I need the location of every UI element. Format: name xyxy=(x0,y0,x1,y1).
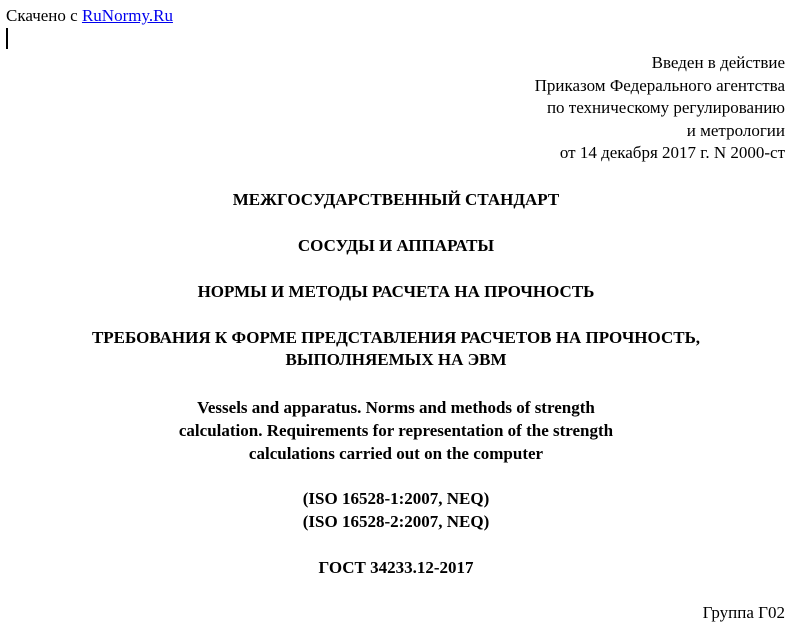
enactment-line: Приказом Федерального агентства xyxy=(534,75,785,95)
iso-reference: (ISO 16528-1:2007, NEQ) xyxy=(302,489,490,508)
document-title-part xyxy=(0,327,792,371)
enactment-line: по техническому регулированию xyxy=(546,98,785,117)
english-title-line: calculation. Requirements for representation of the strength xyxy=(178,421,614,440)
document-title-sub: НОРМЫ И МЕТОДЫ РАСЧЕТА НА ПРОЧНОСТЬ xyxy=(197,282,595,301)
text-cursor xyxy=(6,28,8,49)
download-source-line xyxy=(6,6,173,26)
classification-group: Группа Г02 xyxy=(702,603,785,622)
english-title-line: Vessels and apparatus. Norms and methods of strength xyxy=(197,398,595,417)
gost-number: ГОСТ 34233.12-2017 xyxy=(318,558,474,577)
standard-category: МЕЖГОСУДАРСТВЕННЫЙ СТАНДАРТ xyxy=(232,190,560,209)
runormy-link[interactable]: RuNormy.Ru xyxy=(81,6,173,25)
download-source-prefix: Скачено с xyxy=(6,6,78,25)
iso-references xyxy=(0,487,792,533)
document-title-part-line: ВЫПОЛНЯЕМЫХ НА ЭВМ xyxy=(285,350,507,369)
english-title-line: calculations carried out on the computer xyxy=(248,444,544,463)
english-title xyxy=(0,396,792,465)
iso-reference: (ISO 16528-2:2007, NEQ) xyxy=(302,512,490,531)
enactment-line: от 14 декабря 2017 г. N 2000-ст xyxy=(559,143,785,162)
document-title-part-line: ТРЕБОВАНИЯ К ФОРМЕ ПРЕДСТАВЛЕНИЯ РАСЧЕТОВ НА ПРОЧНОСТЬ, xyxy=(91,328,701,347)
enactment-line: и метрологии xyxy=(686,120,785,140)
enactment-line: Введен в действие xyxy=(651,53,785,72)
document-title-main: СОСУДЫ И АППАРАТЫ xyxy=(297,236,495,255)
enactment-note xyxy=(535,52,785,165)
